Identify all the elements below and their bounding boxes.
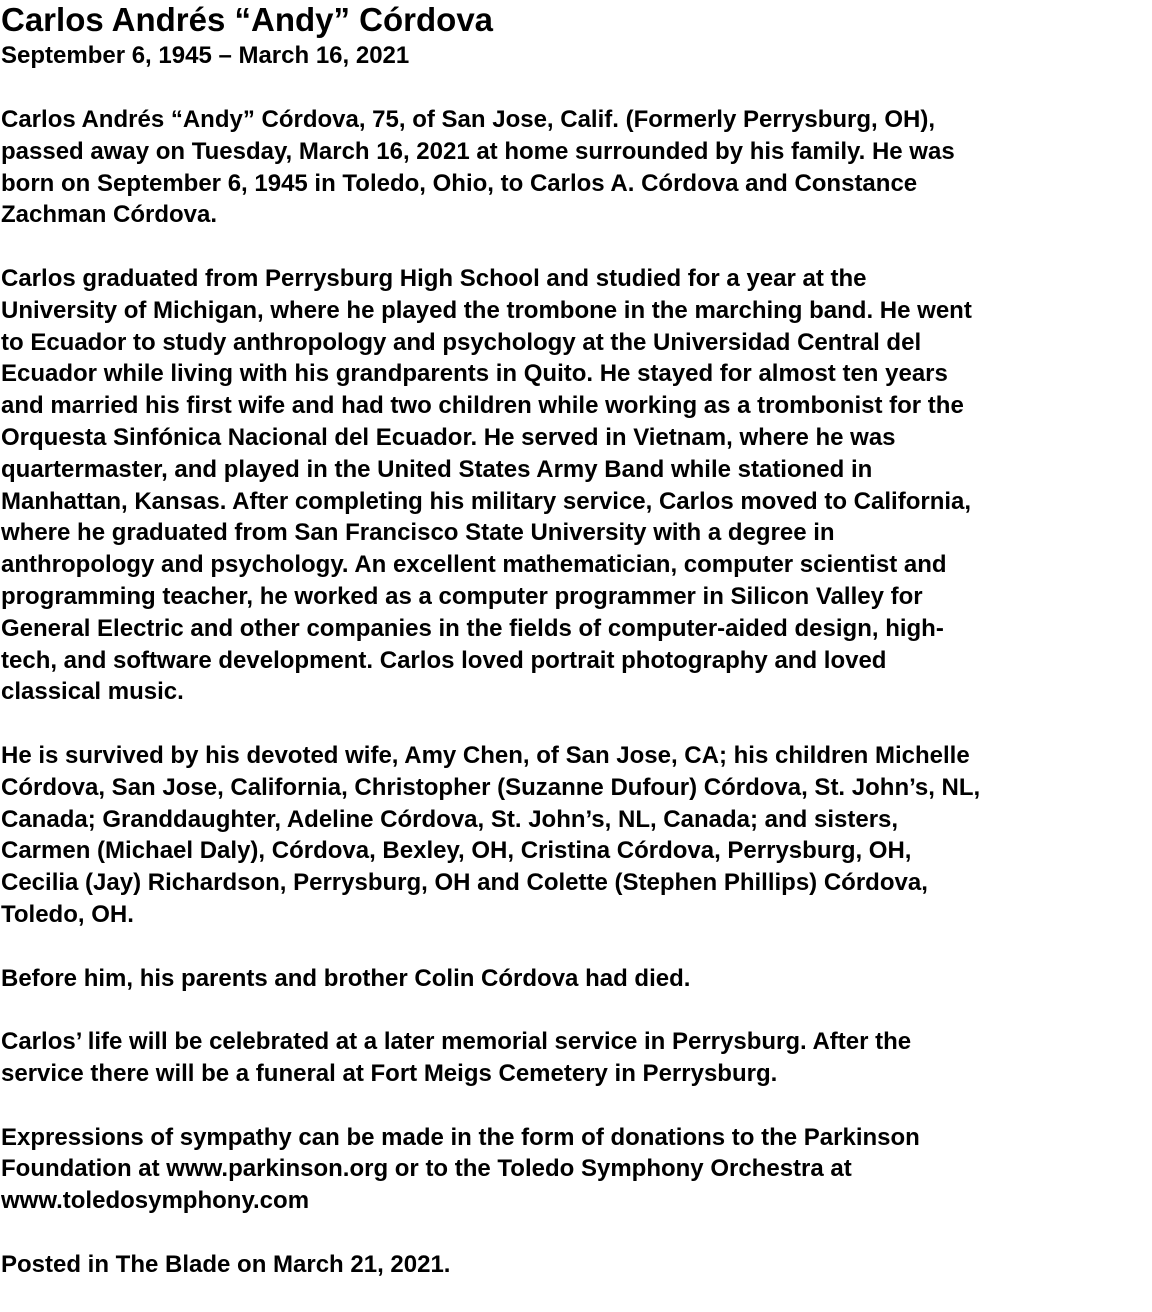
text-line: Carmen (Michael Daly), Córdova, Bexley, OH, Cristina Córdova, Perrysburg, OH,: [1, 837, 912, 865]
text-line: Carlos graduated from Perrysburg High School and studied for a year at the: [1, 264, 867, 292]
text-line: Foundation at www.parkinson.org or to the Toledo Symphony Orchestra at: [1, 1155, 852, 1183]
paragraph-predeceased: [1, 963, 1149, 995]
text-line: Manhattan, Kansas. After completing his military service, Carlos moved to California,: [1, 487, 972, 515]
text-line: quartermaster, and played in the United States Army Band while stationed in: [1, 455, 873, 483]
text-line: where he graduated from San Francisco State University with a degree in: [1, 519, 835, 547]
paragraph-biography: [1, 263, 1149, 708]
text-line: Posted in The Blade on March 21, 2021.: [1, 1250, 451, 1278]
text-line: anthropology and psychology. An excellent mathematician, computer scientist and: [1, 551, 947, 579]
text-line: He is survived by his devoted wife, Amy Chen, of San Jose, CA; his children Michelle: [1, 741, 970, 769]
life-dates: September 6, 1945 – March 16, 2021: [1, 42, 410, 69]
text-line: to Ecuador to study anthropology and psychology at the Universidad Central del: [1, 328, 922, 356]
obituary-title: Carlos Andrés “Andy” Córdova: [1, 1, 494, 38]
text-line: and married his first wife and had two children while working as a trombonist for the: [1, 392, 964, 420]
text-line: classical music.: [1, 678, 184, 706]
text-line: University of Michigan, where he played the trombone in the marching band. He went: [1, 296, 972, 324]
text-line: Canada; Granddaughter, Adeline Córdova, St. John’s, NL, Canada; and sisters,: [1, 805, 899, 833]
paragraph-donations: [1, 1122, 1149, 1217]
text-line: Carlos’ life will be celebrated at a later memorial service in Perrysburg. After the: [1, 1028, 912, 1056]
text-line: Carlos Andrés “Andy” Córdova, 75, of San Jose, Calif. (Formerly Perrysburg, OH),: [1, 106, 936, 133]
paragraph-memorial-service: [1, 1026, 1149, 1090]
text-line: Córdova, San Jose, California, Christopher (Suzanne Dufour) Córdova, St. John’s, NL,: [1, 773, 981, 801]
text-line: service there will be a funeral at Fort Meigs Cemetery in Perrysburg.: [1, 1059, 778, 1087]
text-line: Orquesta Sinfónica Nacional del Ecuador. He served in Vietnam, where he was: [1, 423, 896, 451]
text-line: Expressions of sympathy can be made in the form of donations to the Parkinson: [1, 1123, 920, 1151]
text-line: General Electric and other companies in the fields of computer-aided design, high-: [1, 614, 944, 642]
obituary-document: [1, 0, 1149, 1312]
paragraph-death-notice: [1, 104, 1149, 231]
text-line: Before him, his parents and brother Colin Córdova had died.: [1, 964, 691, 992]
paragraph-survivors: [1, 740, 1149, 931]
text-line: Zachman Córdova.: [1, 201, 218, 229]
text-line: Cecilia (Jay) Richardson, Perrysburg, OH and Colette (Stephen Phillips) Córdova,: [1, 869, 928, 897]
text-line: tech, and software development. Carlos loved portrait photography and loved: [1, 646, 887, 674]
text-line: Ecuador while living with his grandparents in Quito. He stayed for almost ten years: [1, 360, 948, 388]
paragraph-publication-note: [1, 1249, 1149, 1281]
text-line: www.toledosymphony.com: [1, 1187, 310, 1215]
text-line: passed away on Tuesday, March 16, 2021 at home surrounded by his family. He was: [1, 137, 955, 165]
obituary-body: [1, 104, 1149, 1280]
text-line: programming teacher, he worked as a computer programmer in Silicon Valley for: [1, 582, 923, 610]
text-line: born on September 6, 1945 in Toledo, Ohio, to Carlos A. Córdova and Constance: [1, 169, 918, 197]
text-line: Toledo, OH.: [1, 900, 134, 928]
